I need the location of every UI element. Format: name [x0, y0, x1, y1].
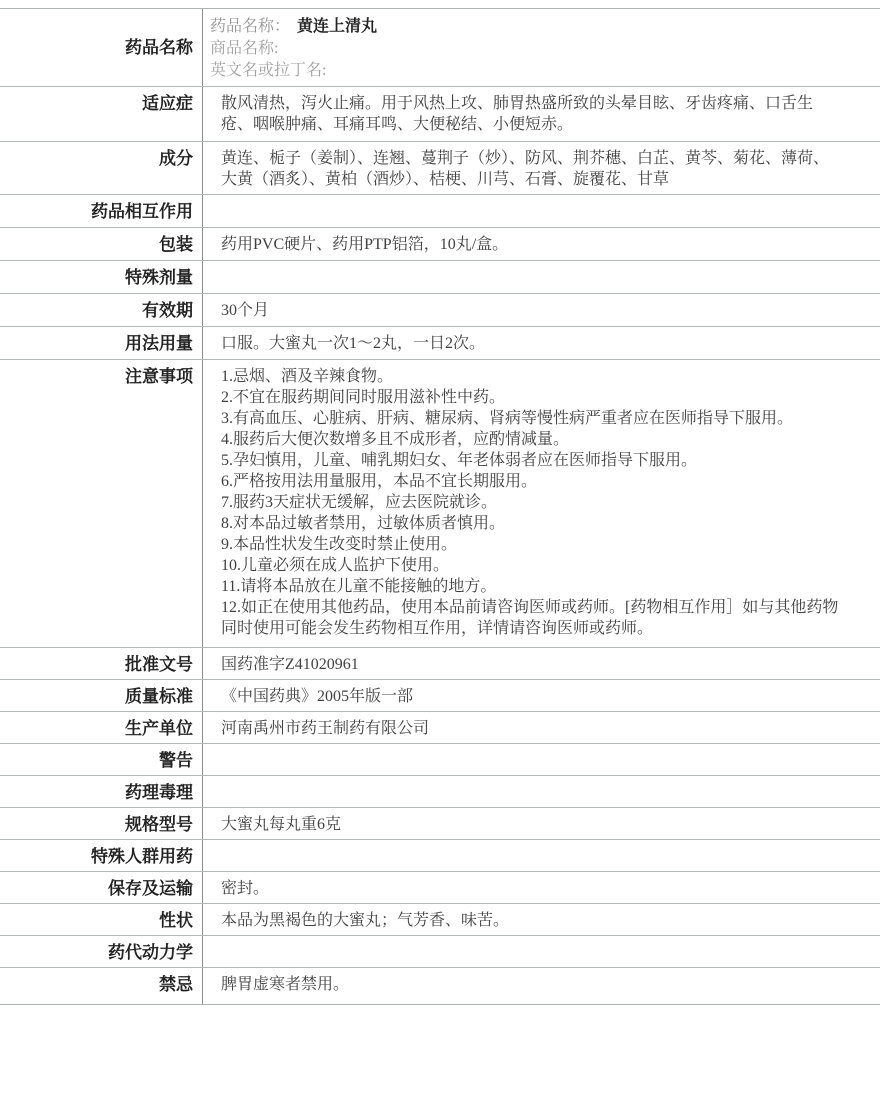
- row-label: 规格型号: [0, 808, 203, 839]
- precaution-item: 1.忌烟、酒及辛辣食物。: [221, 368, 394, 385]
- row-value: [203, 744, 880, 775]
- row-value: 大蜜丸每丸重6克: [221, 816, 342, 833]
- table-row-ingredients: [0, 141, 880, 194]
- table-row-pharmacology-toxicology: [0, 775, 880, 807]
- table-row-approval-number: [0, 647, 880, 679]
- drug-name-prefix: 药品名称：: [210, 18, 291, 35]
- precaution-item: 7.服药3天症状无缓解，应去医院就诊。: [221, 494, 498, 511]
- table-row-manufacturer: [0, 711, 880, 743]
- table-row-drug-name: [0, 9, 880, 86]
- row-label: 注意事项: [0, 360, 203, 647]
- table-row-special-populations: [0, 839, 880, 871]
- row-label: 特殊人群用药: [0, 840, 203, 871]
- precaution-item: 8.对本品过敏者禁用，过敏体质者慎用。: [221, 515, 506, 532]
- table-row-pharmacokinetics: [0, 935, 880, 967]
- table-row-characteristics: [0, 903, 880, 935]
- precaution-item: 5.孕妇慎用，儿童、哺乳期妇女、年老体弱者应在医师指导下服用。: [221, 452, 698, 469]
- precaution-item: 2.不宜在服药期间同时服用滋补性中药。: [221, 389, 506, 406]
- row-value: 脾胃虚寒者禁用。: [221, 976, 350, 993]
- row-value: 药用PVC硬片、药用PTP铝箔，10丸/盒。: [221, 236, 509, 253]
- drug-name-line: [210, 16, 860, 38]
- table-row-drug-interactions: [0, 194, 880, 227]
- precaution-item: 12.如正在使用其他药品，使用本品前请咨询医师或药师。[药物相互作用］如与其他药物同时使用可能会发生药物相互作用，详情请咨询医师或药师。: [221, 599, 839, 637]
- row-value: 口服。大蜜丸一次1～2丸，一日2次。: [221, 335, 486, 352]
- precaution-item: 4.服药后大便次数增多且不成形者，应酌情减量。: [221, 431, 570, 448]
- row-value: [203, 195, 880, 227]
- row-label: 批准文号: [0, 648, 203, 679]
- row-value: [203, 360, 880, 647]
- row-value: 30个月: [221, 302, 270, 319]
- table-row-indications: [0, 86, 880, 141]
- precaution-item: 6.严格按用法用量服用，本品不宜长期服用。: [221, 473, 538, 490]
- row-label: 禁忌: [0, 968, 203, 1004]
- table-row-special-dosage: [0, 260, 880, 293]
- table-row-shelf-life: [0, 293, 880, 326]
- row-value: 国药准字Z41020961: [221, 656, 359, 673]
- row-label: 有效期: [0, 294, 203, 326]
- precaution-item: 9.本品性状发生改变时禁止使用。: [221, 536, 458, 553]
- row-value: 《中国药典》2005年版一部: [221, 688, 414, 705]
- row-label: 生产单位: [0, 712, 203, 743]
- row-value: 散风清热，泻火止痛。用于风热上攻、肺胃热盛所致的头晕目眩、牙齿疼痛、口舌生疮、咽喉肿痛、耳痛耳鸣、大便秘结、小便短赤。: [221, 95, 814, 133]
- row-value: [203, 776, 880, 807]
- row-label: 用法用量: [0, 327, 203, 359]
- row-label: 特殊剂量: [0, 261, 203, 293]
- table-row-dosage-usage: [0, 326, 880, 359]
- row-label: 警告: [0, 744, 203, 775]
- row-label: 性状: [0, 904, 203, 935]
- table-row-precautions: [0, 359, 880, 647]
- row-value: 本品为黑褐色的大蜜丸；气芳香、味苦。: [221, 912, 510, 929]
- row-label: 药理毒理: [0, 776, 203, 807]
- row-value: 黄连、栀子（姜制）、连翘、蔓荆子（炒）、防风、荆芥穗、白芷、黄芩、菊花、薄荷、大黄（酒炙）、黄柏（酒炒）、桔梗、川芎、石膏、旋覆花、甘草: [221, 150, 830, 188]
- row-value: 河南禹州市药王制药有限公司: [221, 720, 430, 737]
- row-value: [203, 840, 880, 871]
- row-value: [203, 936, 880, 967]
- precaution-item: 11.请将本品放在儿童不能接触的地方。: [221, 578, 497, 595]
- row-label: 药品名称: [0, 9, 203, 86]
- row-label: 包装: [0, 228, 203, 260]
- row-value: [203, 9, 880, 86]
- row-label: 保存及运输: [0, 872, 203, 903]
- row-value: 密封。: [221, 880, 270, 897]
- row-label: 质量标准: [0, 680, 203, 711]
- table-row-quality-standard: [0, 679, 880, 711]
- row-label: 适应症: [0, 87, 203, 141]
- row-label: 药代动力学: [0, 936, 203, 967]
- drug-info-table: [0, 8, 880, 1005]
- table-row-contraindications: [0, 967, 880, 1004]
- trade-name-label: 商品名称:: [210, 40, 279, 57]
- table-row-specification: [0, 807, 880, 839]
- english-name-label: 英文名或拉丁名:: [210, 62, 327, 79]
- precaution-item: 3.有高血压、心脏病、肝病、糖尿病、肾病等慢性病严重者应在医师指导下服用。: [221, 410, 794, 427]
- drug-name-value: 黄连上清丸: [297, 18, 378, 35]
- row-value: [203, 261, 880, 293]
- table-row-storage-transport: [0, 871, 880, 903]
- table-row-warning: [0, 743, 880, 775]
- row-label: 药品相互作用: [0, 195, 203, 227]
- row-label: 成分: [0, 142, 203, 194]
- precaution-item: 10.儿童必须在成人监护下使用。: [221, 557, 450, 574]
- table-row-packaging: [0, 227, 880, 260]
